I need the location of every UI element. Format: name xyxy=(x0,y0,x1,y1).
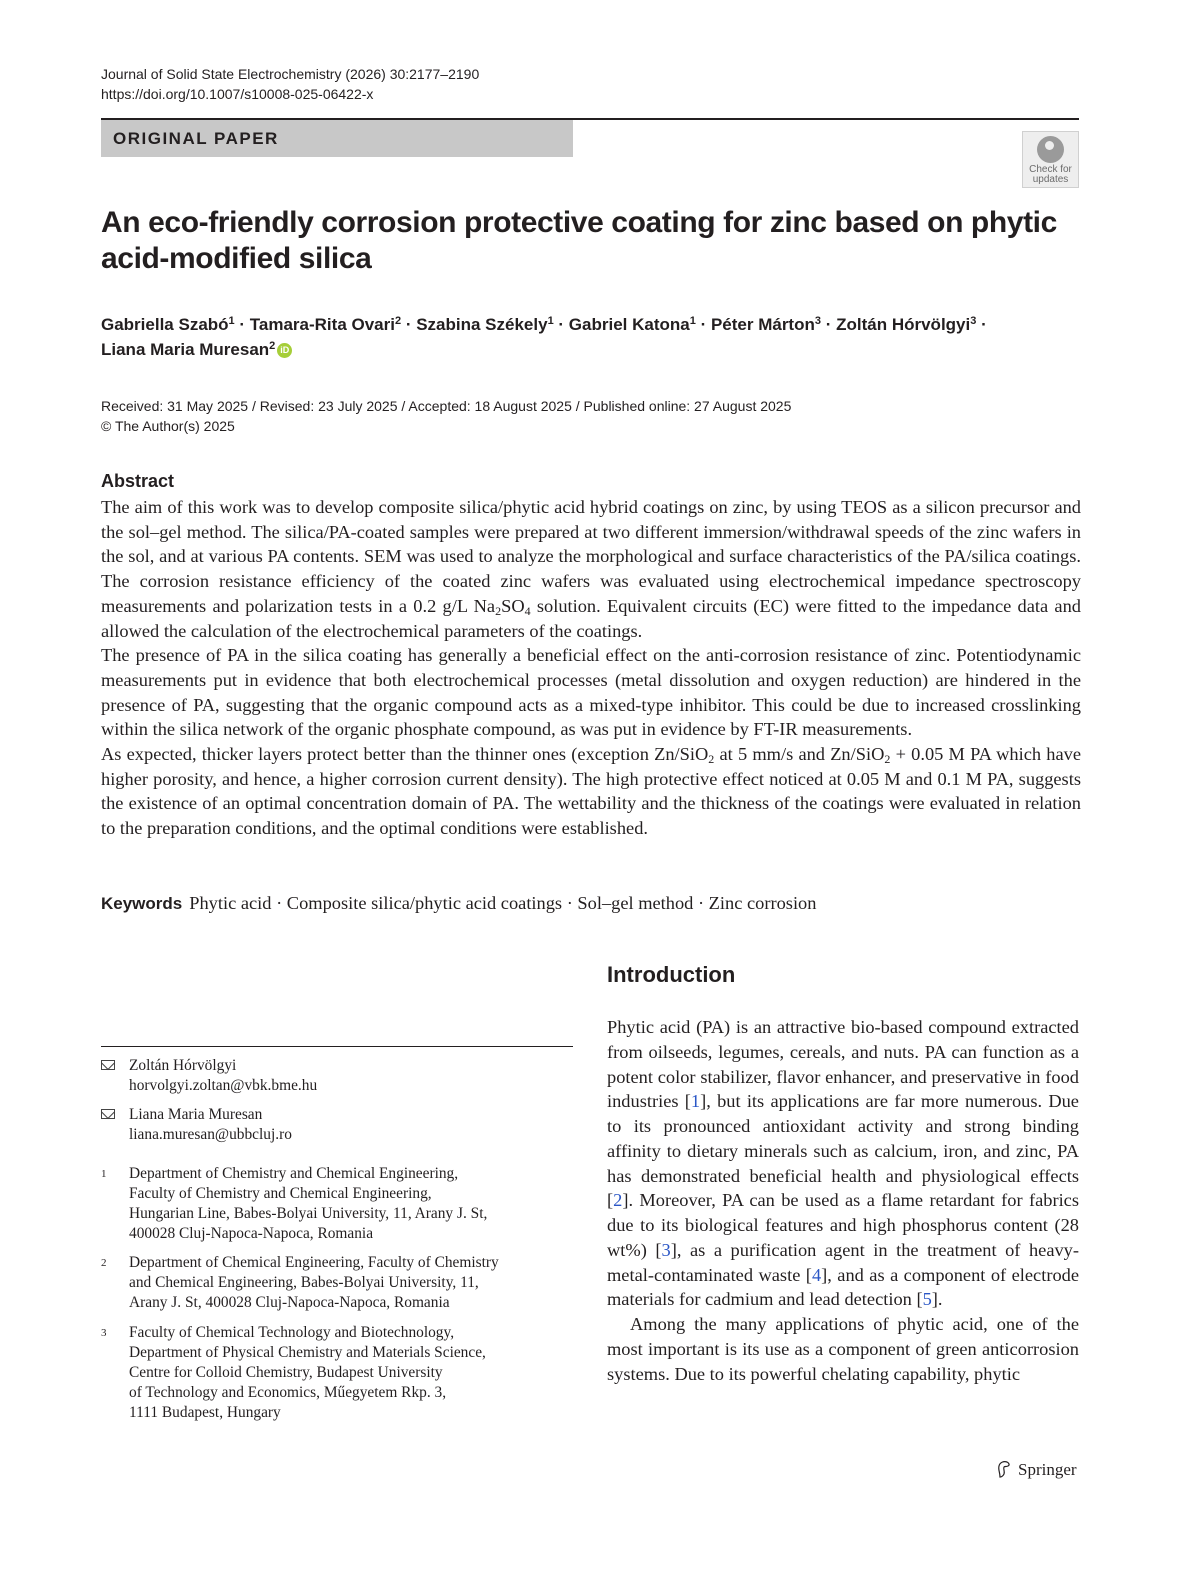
abstract-paragraph: The presence of PA in the silica coating has generally a beneficial effect on the anti-corrosion resistance of zinc. Potentiodynamic measurements put in evidence that both electrochemical processes (metal dissolution and oxygen reduction) are hindered in the presence of PA, suggesting that the organic compound acts as a mixed-type inhibitor. This could be due to increased crosslinking within the silica network of the organic phosphate compound, as was put in evidence by FT-IR measurements. xyxy=(101,645,1081,740)
envelope-icon xyxy=(101,1060,115,1070)
affiliation xyxy=(101,1253,573,1313)
author-separator: · xyxy=(695,315,711,334)
author-separator: · xyxy=(821,315,837,334)
title-line-2: acid-modified silica xyxy=(101,242,372,275)
introduction-body xyxy=(607,1015,1079,1386)
intro-paragraph: Phytic acid (PA) is an attractive bio-based compound extracted from oilseeds, legumes, cereals, and nuts. PA can function as a potent color stabilizer, flavor enhancer, and preservative in food industries [1], but its applications are far more numerous. Due to its pronounced antioxidant activity and strong binding affinity to dietary minerals such as calcium, iron, and zinc, PA has demonstrated beneficial health and physiological effects [2]. Moreover, PA can be used as a flame retardant for fabrics due to its biological features and high phosphorus content (28 wt%) [3], as a purification agent in the treatment of heavy-metal-contaminated waste [4], and as a component of electrode materials for cadmium and lead detection [5]. xyxy=(607,1017,1080,1310)
contact-name: Liana Maria Muresan xyxy=(129,1106,263,1123)
affiliation xyxy=(101,1323,573,1423)
badge-line1: Check for xyxy=(1029,164,1072,175)
affiliation-line: Department of Physical Chemistry and Materials Science, xyxy=(129,1344,486,1361)
footnote-rule xyxy=(101,1046,573,1047)
author-separator: · xyxy=(401,315,417,334)
affiliation-number: 1 xyxy=(101,1168,107,1180)
author-name[interactable]: Zoltán Hórvölgyi xyxy=(836,315,971,334)
corresponding-author xyxy=(101,1056,573,1096)
author-separator: · xyxy=(553,315,569,334)
author-affiliation-mark: 3 xyxy=(814,315,821,327)
citation-link[interactable]: 5 xyxy=(922,1289,932,1310)
abstract-heading: Abstract xyxy=(101,471,175,491)
abstract-body xyxy=(101,495,1081,841)
author-separator: · xyxy=(234,315,250,334)
history-dates: Received: 31 May 2025 / Revised: 23 July 2025 / Accepted: 18 August 2025 / Published online: 27 August 2025 xyxy=(101,398,792,414)
keywords-text: Phytic acid · Composite silica/phytic acid coatings · Sol–gel method · Zinc corrosion xyxy=(189,893,817,913)
citation-link[interactable]: 2 xyxy=(613,1190,623,1211)
author-name[interactable]: Gabriel Katona xyxy=(568,315,690,334)
contact-name: Zoltán Hórvölgyi xyxy=(129,1057,237,1074)
journal-doi-link[interactable]: https://doi.org/10.1007/s10008-025-06422-x xyxy=(101,86,374,102)
affiliation-number: 2 xyxy=(101,1257,107,1269)
author-name[interactable]: Péter Márton xyxy=(710,315,815,334)
author-name[interactable]: Gabriella Szabó xyxy=(101,315,229,334)
keywords-label: Keywords xyxy=(101,894,183,913)
springer-horse-icon xyxy=(996,1460,1012,1478)
author-affiliation-mark: 1 xyxy=(228,315,235,327)
affiliation-line: Hungarian Line, Babes-Bolyai University, 11, Arany J. St, xyxy=(129,1205,488,1222)
affiliation-line: Centre for Colloid Chemistry, Budapest University xyxy=(129,1364,443,1381)
affiliation-line: 400028 Cluj-Napoca-Napoca, Romania xyxy=(129,1225,374,1242)
abstract-paragraph: The aim of this work was to develop composite silica/phytic acid hybrid coatings on zinc, by using TEOS as a silicon precursor and the sol–gel method. The silica/PA-coated samples were prepared at two different immersion/withdrawal speeds of the zinc wafers in the sol, and at various PA contents. SEM was used to analyze the morphological and surface characteristics of the PA/silica coatings. The corrosion resistance efficiency of the coated zinc wafers was evaluated using electrochemical impedance spectroscopy measurements and polarization tests in a 0.2 g/L $Na_2SO_4$ solution. Equivalent circuits (EC) were fitted to the impedance data and allowed the calculation of the electrochemical parameters of the coatings. xyxy=(101,497,1081,641)
intro-paragraph: Among the many applications of phytic acid, one of the most important is its use as a component of green anticorrosion systems. Due to its powerful chelating capability, phytic xyxy=(607,1314,1079,1384)
affiliation-line: Arany J. St, 400028 Cluj-Napoca-Napoca, Romania xyxy=(129,1294,450,1311)
affiliation-line: Faculty of Chemistry and Chemical Engineering, xyxy=(129,1185,432,1202)
contact-email-link[interactable]: liana.muresan@ubbcluj.ro xyxy=(129,1126,292,1143)
abstract-paragraph: As expected, thicker layers protect better than the thinner ones (exception Zn/SiO$_2$ at 5 mm/s and Zn/SiO$_2$ + 0.05 M PA which have higher porosity, and hence, a higher corrosion current density). The high protective effect noticed at 0.05 M and 0.1 M PA, suggests the existence of an optimal concentration domain of PA. The wettability and the thickness of the coatings were evaluated in relation to the preparation conditions, and the optimal conditions were established. xyxy=(101,744,1081,839)
orcid-icon[interactable]: iD xyxy=(277,343,292,358)
envelope-icon xyxy=(101,1109,115,1119)
badge-line2: updates xyxy=(1032,174,1069,185)
corresponding-author xyxy=(101,1105,573,1145)
citation-link[interactable]: 3 xyxy=(661,1239,671,1260)
author-affiliation-mark: 2 xyxy=(394,315,402,327)
author-affiliation-mark: 1 xyxy=(547,315,554,327)
author-affiliation-mark: 1 xyxy=(689,315,696,327)
author-affiliation-mark: 3 xyxy=(970,315,977,327)
publisher-logo xyxy=(996,1460,1077,1480)
affiliation xyxy=(101,1164,573,1244)
publisher-name: Springer xyxy=(1018,1460,1077,1479)
journal-info xyxy=(101,64,479,104)
author-list xyxy=(101,312,1081,362)
check-for-updates-button[interactable] xyxy=(1022,131,1079,188)
affiliation-line: 1111 Budapest, Hungary xyxy=(129,1404,281,1421)
check-for-updates-icon xyxy=(1037,136,1064,163)
affiliation-line: and Chemical Engineering, Babes-Bolyai University, 11, xyxy=(129,1274,479,1291)
paper-title xyxy=(101,205,1081,277)
affiliation-line: of Technology and Economics, Műegyetem Rkp. 3, xyxy=(129,1384,447,1401)
publication-dates xyxy=(101,396,791,436)
journal-citation: Journal of Solid State Electrochemistry (2026) 30:2177–2190 xyxy=(101,66,480,82)
citation-link[interactable]: 4 xyxy=(811,1264,822,1285)
contact-email-link[interactable]: horvolgyi.zoltan@vbk.bme.hu xyxy=(129,1077,318,1094)
affiliation-line: Faculty of Chemical Technology and Biotechnology, xyxy=(129,1324,455,1341)
affiliation-line: Department of Chemical Engineering, Faculty of Chemistry xyxy=(129,1254,499,1271)
copyright-line: © The Author(s) 2025 xyxy=(101,418,235,434)
author-name[interactable]: Szabina Székely xyxy=(416,315,548,334)
author-affiliation-mark: 2 xyxy=(269,340,276,352)
keywords xyxy=(101,891,1091,916)
author-name[interactable]: Liana Maria Muresan xyxy=(101,340,270,359)
introduction-heading: Introduction xyxy=(607,962,736,987)
author-name[interactable]: Tamara-Rita Ovari xyxy=(249,315,395,334)
affiliation-number: 3 xyxy=(101,1327,107,1339)
citation-link[interactable]: 1 xyxy=(690,1091,701,1112)
paper-type-label: ORIGINAL PAPER xyxy=(113,129,279,148)
affiliation-line: Department of Chemistry and Chemical Engineering, xyxy=(129,1165,459,1182)
author-separator: · xyxy=(976,315,987,334)
title-line-1: An eco-friendly corrosion protective coating for zinc based on phytic xyxy=(101,206,1057,239)
